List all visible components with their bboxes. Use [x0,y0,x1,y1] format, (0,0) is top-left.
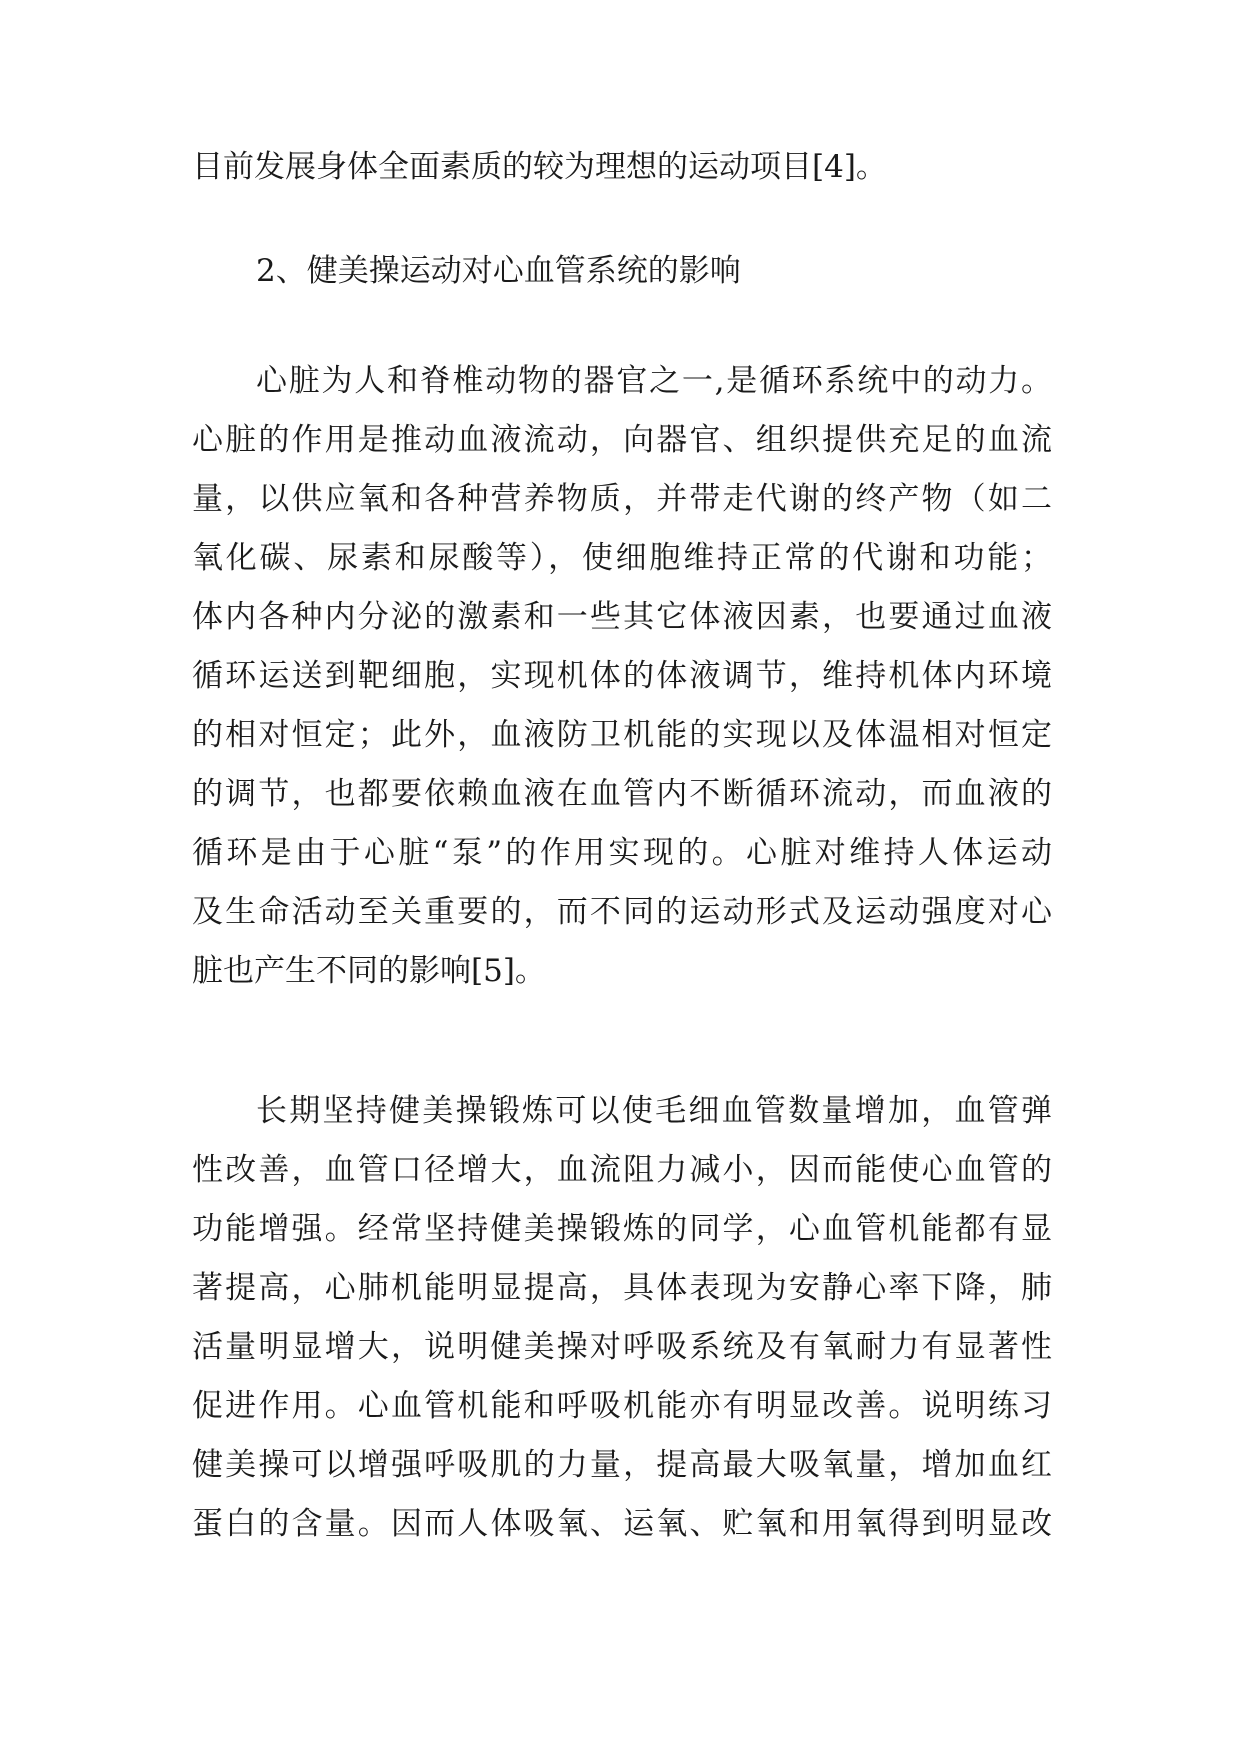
paragraph-line: 功能增强。经常坚持健美操锻炼的同学，心血管机能都有显 [192,1211,1052,1247]
paragraph-line: 循环是由于心脏“泵”的作用实现的。心脏对维持人体运动 [192,835,1052,871]
paragraph-line: 著提高，心肺机能明显提高，具体表现为安静心率下降，肺 [192,1270,1052,1306]
paragraph-line: 健美操可以增强呼吸肌的力量，提高最大吸氧量，增加血红 [192,1447,1052,1483]
section-heading: 2、健美操运动对心血管系统的影响 [256,253,741,289]
paragraph-line: 心脏为人和脊椎动物的器官之一,是循环系统中的动力。 [256,363,1052,399]
paragraph-line: 体内各种内分泌的激素和一些其它体液因素，也要通过血液 [192,599,1052,635]
paragraph-line: 性改善，血管口径增大，血流阻力减小，因而能使心血管的 [192,1152,1052,1188]
paragraph-line: 蛋白的含量。因而人体吸氧、运氧、贮氧和用氧得到明显改 [192,1506,1052,1542]
paragraph-line: 循环运送到靶细胞，实现机体的体液调节，维持机体内环境 [192,658,1052,694]
intro-paragraph [192,138,1052,197]
intro-line: 目前发展身体全面素质的较为理想的运动项目[4]。 [192,149,887,185]
paragraph-line: 的调节，也都要依赖血液在血管内不断循环流动，而血液的 [192,776,1052,812]
paragraph-line: 及生命活动至关重要的，而不同的运动形式及运动强度对心 [192,894,1052,930]
paragraph-line: 长期坚持健美操锻炼可以使毛细血管数量增加，血管弹 [256,1093,1052,1129]
paragraph-line: 促进作用。心血管机能和呼吸机能亦有明显改善。说明练习 [192,1388,1052,1424]
paragraph-line: 脏也产生不同的影响[5]。 [192,953,546,989]
paragraph-line: 活量明显增大，说明健美操对呼吸系统及有氧耐力有显著性 [192,1329,1052,1365]
paragraph-line: 氧化碳、尿素和尿酸等），使细胞维持正常的代谢和功能； [192,540,1052,576]
paragraph-aerobics-effects [192,1082,1052,1554]
paragraph-line: 的相对恒定；此外，血液防卫机能的实现以及体温相对恒定 [192,717,1052,753]
paragraph-line: 量，以供应氧和各种营养物质，并带走代谢的终产物（如二 [192,481,1052,517]
paragraph-heart-function [192,352,1052,1001]
paragraph-line: 心脏的作用是推动血液流动，向器官、组织提供充足的血流 [192,422,1052,458]
